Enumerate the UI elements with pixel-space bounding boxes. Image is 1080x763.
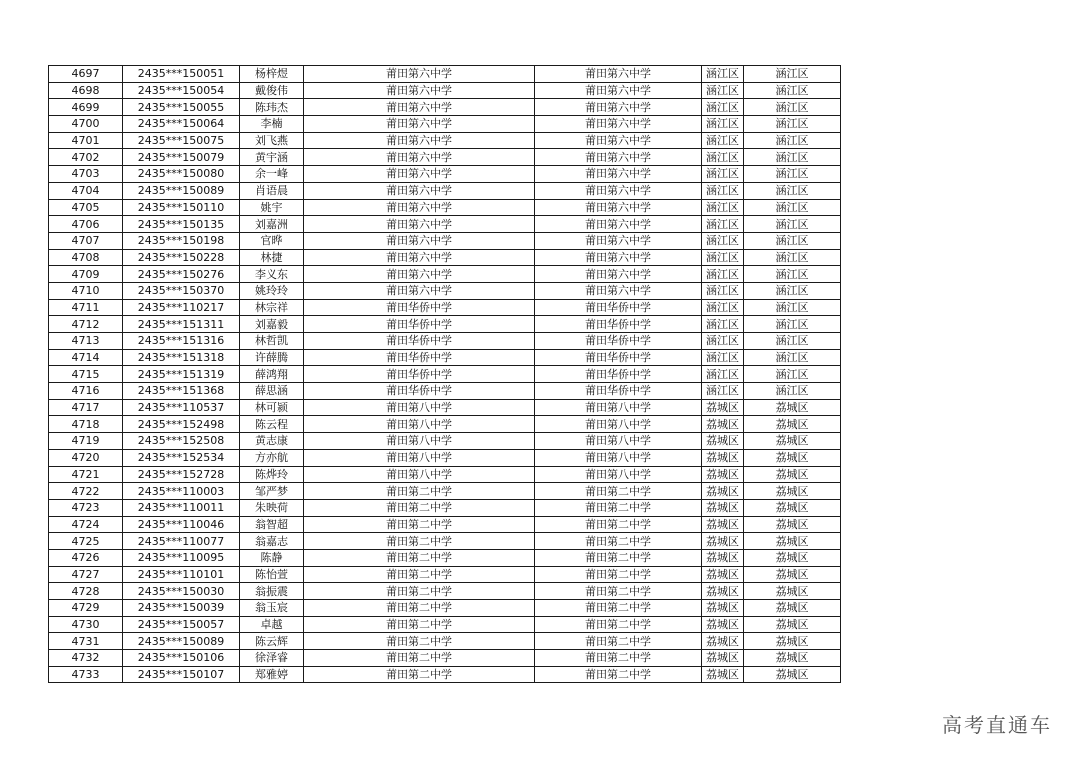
school-cell: 莆田第六中学 — [304, 232, 535, 249]
row-number-cell: 4716 — [49, 383, 123, 400]
school-cell: 莆田第八中学 — [304, 449, 535, 466]
row-number-cell: 4733 — [49, 666, 123, 683]
school-cell: 莆田第六中学 — [304, 216, 535, 233]
district-cell: 涵江区 — [702, 316, 744, 333]
table-row — [49, 549, 841, 566]
registered-district-cell: 荔城区 — [744, 583, 841, 600]
registered-school-cell: 莆田第二中学 — [535, 533, 702, 550]
registered-school-cell: 莆田第二中学 — [535, 633, 702, 650]
registered-district-cell: 荔城区 — [744, 549, 841, 566]
school-cell: 莆田第二中学 — [304, 566, 535, 583]
registered-district-cell: 涵江区 — [744, 216, 841, 233]
registered-district-cell: 荔城区 — [744, 666, 841, 683]
table-row — [49, 316, 841, 333]
exam-id-cell: 2435***150057 — [123, 616, 240, 633]
registered-school-cell: 莆田第六中学 — [535, 66, 702, 83]
registered-school-cell: 莆田第二中学 — [535, 650, 702, 667]
registered-district-cell: 荔城区 — [744, 433, 841, 450]
registered-school-cell: 莆田第六中学 — [535, 232, 702, 249]
registered-district-cell: 涵江区 — [744, 116, 841, 133]
school-cell: 莆田第二中学 — [304, 650, 535, 667]
student-name-cell: 朱映荷 — [240, 499, 304, 516]
student-name-cell: 姚宇 — [240, 199, 304, 216]
district-cell: 荔城区 — [702, 399, 744, 416]
row-number-cell: 4700 — [49, 116, 123, 133]
registered-district-cell: 荔城区 — [744, 416, 841, 433]
school-cell: 莆田第二中学 — [304, 600, 535, 617]
registered-school-cell: 莆田华侨中学 — [535, 366, 702, 383]
registered-district-cell: 涵江区 — [744, 282, 841, 299]
exam-id-cell: 2435***150089 — [123, 182, 240, 199]
district-cell: 荔城区 — [702, 533, 744, 550]
exam-id-cell: 2435***150055 — [123, 99, 240, 116]
registered-school-cell: 莆田第八中学 — [535, 416, 702, 433]
school-cell: 莆田第六中学 — [304, 182, 535, 199]
registered-district-cell: 涵江区 — [744, 316, 841, 333]
row-number-cell: 4699 — [49, 99, 123, 116]
district-cell: 荔城区 — [702, 483, 744, 500]
row-number-cell: 4698 — [49, 82, 123, 99]
district-cell: 荔城区 — [702, 566, 744, 583]
exam-id-cell: 2435***110217 — [123, 299, 240, 316]
row-number-cell: 4722 — [49, 483, 123, 500]
district-cell: 荔城区 — [702, 583, 744, 600]
table-row — [49, 650, 841, 667]
registered-school-cell: 莆田第二中学 — [535, 583, 702, 600]
watermark-logo: 高考直通车 — [942, 713, 1052, 737]
student-name-cell: 黄宇涵 — [240, 149, 304, 166]
row-number-cell: 4719 — [49, 433, 123, 450]
district-cell: 涵江区 — [702, 366, 744, 383]
registered-district-cell: 荔城区 — [744, 650, 841, 667]
school-cell: 莆田第八中学 — [304, 399, 535, 416]
student-name-cell: 翁智超 — [240, 516, 304, 533]
row-number-cell: 4721 — [49, 466, 123, 483]
school-cell: 莆田华侨中学 — [304, 333, 535, 350]
district-cell: 荔城区 — [702, 633, 744, 650]
school-cell: 莆田第六中学 — [304, 82, 535, 99]
row-number-cell: 4732 — [49, 650, 123, 667]
table-row — [49, 583, 841, 600]
registered-school-cell: 莆田第六中学 — [535, 132, 702, 149]
registered-district-cell: 涵江区 — [744, 232, 841, 249]
exam-id-cell: 2435***151318 — [123, 349, 240, 366]
district-cell: 涵江区 — [702, 166, 744, 183]
district-cell: 涵江区 — [702, 349, 744, 366]
school-cell: 莆田第六中学 — [304, 99, 535, 116]
table-row — [49, 466, 841, 483]
registered-school-cell: 莆田第二中学 — [535, 566, 702, 583]
row-number-cell: 4731 — [49, 633, 123, 650]
registered-district-cell: 荔城区 — [744, 449, 841, 466]
registered-school-cell: 莆田第二中学 — [535, 666, 702, 683]
table-row — [49, 116, 841, 133]
registered-district-cell: 涵江区 — [744, 166, 841, 183]
registered-school-cell: 莆田第八中学 — [535, 466, 702, 483]
school-cell: 莆田第六中学 — [304, 149, 535, 166]
registered-school-cell: 莆田第二中学 — [535, 516, 702, 533]
registered-school-cell: 莆田华侨中学 — [535, 383, 702, 400]
student-name-cell: 刘嘉洲 — [240, 216, 304, 233]
exam-id-cell: 2435***150135 — [123, 216, 240, 233]
student-name-cell: 薛思涵 — [240, 383, 304, 400]
row-number-cell: 4710 — [49, 282, 123, 299]
registered-district-cell: 涵江区 — [744, 199, 841, 216]
student-name-cell: 陈云辉 — [240, 633, 304, 650]
table-row — [49, 633, 841, 650]
registered-district-cell: 涵江区 — [744, 366, 841, 383]
student-name-cell: 林哲凯 — [240, 333, 304, 350]
registered-school-cell: 莆田第六中学 — [535, 199, 702, 216]
row-number-cell: 4715 — [49, 366, 123, 383]
row-number-cell: 4704 — [49, 182, 123, 199]
school-cell: 莆田第二中学 — [304, 633, 535, 650]
registered-school-cell: 莆田第二中学 — [535, 549, 702, 566]
student-name-cell: 陈静 — [240, 549, 304, 566]
exam-id-cell: 2435***110101 — [123, 566, 240, 583]
student-name-cell: 林可颍 — [240, 399, 304, 416]
table-row — [49, 566, 841, 583]
registered-school-cell: 莆田第六中学 — [535, 116, 702, 133]
registered-district-cell: 涵江区 — [744, 66, 841, 83]
registered-district-cell: 荔城区 — [744, 633, 841, 650]
school-cell: 莆田第二中学 — [304, 549, 535, 566]
registered-school-cell: 莆田第六中学 — [535, 216, 702, 233]
student-name-cell: 方亦航 — [240, 449, 304, 466]
exam-id-cell: 2435***150064 — [123, 116, 240, 133]
registered-school-cell: 莆田第六中学 — [535, 182, 702, 199]
district-cell: 荔城区 — [702, 416, 744, 433]
registered-district-cell: 涵江区 — [744, 299, 841, 316]
registered-district-cell: 涵江区 — [744, 132, 841, 149]
exam-id-cell: 2435***150107 — [123, 666, 240, 683]
exam-id-cell: 2435***110095 — [123, 549, 240, 566]
school-cell: 莆田华侨中学 — [304, 316, 535, 333]
roster-table — [48, 65, 841, 683]
exam-id-cell: 2435***151311 — [123, 316, 240, 333]
row-number-cell: 4728 — [49, 583, 123, 600]
district-cell: 涵江区 — [702, 266, 744, 283]
registered-school-cell: 莆田华侨中学 — [535, 333, 702, 350]
student-name-cell: 黄志康 — [240, 433, 304, 450]
registered-district-cell: 涵江区 — [744, 266, 841, 283]
table-row — [49, 600, 841, 617]
row-number-cell: 4713 — [49, 333, 123, 350]
school-cell: 莆田第二中学 — [304, 533, 535, 550]
student-name-cell: 戴俊伟 — [240, 82, 304, 99]
table-row — [49, 416, 841, 433]
exam-id-cell: 2435***150370 — [123, 282, 240, 299]
school-cell: 莆田第六中学 — [304, 132, 535, 149]
exam-id-cell: 2435***110011 — [123, 499, 240, 516]
school-cell: 莆田华侨中学 — [304, 299, 535, 316]
student-name-cell: 许薛腾 — [240, 349, 304, 366]
row-number-cell: 4708 — [49, 249, 123, 266]
row-number-cell: 4718 — [49, 416, 123, 433]
district-cell: 涵江区 — [702, 383, 744, 400]
student-name-cell: 林宗祥 — [240, 299, 304, 316]
school-cell: 莆田第六中学 — [304, 166, 535, 183]
district-cell: 涵江区 — [702, 82, 744, 99]
district-cell: 涵江区 — [702, 249, 744, 266]
row-number-cell: 4723 — [49, 499, 123, 516]
district-cell: 荔城区 — [702, 650, 744, 667]
registered-district-cell: 涵江区 — [744, 349, 841, 366]
school-cell: 莆田第六中学 — [304, 249, 535, 266]
row-number-cell: 4729 — [49, 600, 123, 617]
exam-id-cell: 2435***150106 — [123, 650, 240, 667]
table-row — [49, 249, 841, 266]
district-cell: 荔城区 — [702, 449, 744, 466]
school-cell: 莆田华侨中学 — [304, 349, 535, 366]
registered-school-cell: 莆田第二中学 — [535, 483, 702, 500]
row-number-cell: 4705 — [49, 199, 123, 216]
district-cell: 荔城区 — [702, 433, 744, 450]
table-row — [49, 199, 841, 216]
student-name-cell: 陈烨玲 — [240, 466, 304, 483]
school-cell: 莆田第六中学 — [304, 66, 535, 83]
exam-id-cell: 2435***110537 — [123, 399, 240, 416]
table-row — [49, 516, 841, 533]
student-name-cell: 卓越 — [240, 616, 304, 633]
registered-district-cell: 荔城区 — [744, 566, 841, 583]
registered-district-cell: 涵江区 — [744, 182, 841, 199]
registered-school-cell: 莆田第八中学 — [535, 399, 702, 416]
row-number-cell: 4726 — [49, 549, 123, 566]
row-number-cell: 4709 — [49, 266, 123, 283]
registered-school-cell: 莆田第六中学 — [535, 99, 702, 116]
registered-school-cell: 莆田第六中学 — [535, 282, 702, 299]
school-cell: 莆田第六中学 — [304, 282, 535, 299]
student-name-cell: 徐泽睿 — [240, 650, 304, 667]
row-number-cell: 4724 — [49, 516, 123, 533]
table-row — [49, 349, 841, 366]
registered-district-cell: 荔城区 — [744, 616, 841, 633]
student-name-cell: 林捷 — [240, 249, 304, 266]
district-cell: 涵江区 — [702, 66, 744, 83]
row-number-cell: 4727 — [49, 566, 123, 583]
table-row — [49, 149, 841, 166]
registered-school-cell: 莆田第二中学 — [535, 499, 702, 516]
district-cell: 涵江区 — [702, 282, 744, 299]
exam-id-cell: 2435***152728 — [123, 466, 240, 483]
student-name-cell: 郑雅婷 — [240, 666, 304, 683]
district-cell: 荔城区 — [702, 549, 744, 566]
student-name-cell: 李楠 — [240, 116, 304, 133]
district-cell: 荔城区 — [702, 666, 744, 683]
school-cell: 莆田第二中学 — [304, 616, 535, 633]
row-number-cell: 4702 — [49, 149, 123, 166]
row-number-cell: 4707 — [49, 232, 123, 249]
student-name-cell: 翁嘉志 — [240, 533, 304, 550]
exam-id-cell: 2435***152498 — [123, 416, 240, 433]
exam-id-cell: 2435***152534 — [123, 449, 240, 466]
table-row — [49, 182, 841, 199]
exam-id-cell: 2435***110077 — [123, 533, 240, 550]
row-number-cell: 4717 — [49, 399, 123, 416]
district-cell: 涵江区 — [702, 149, 744, 166]
registered-school-cell: 莆田第六中学 — [535, 166, 702, 183]
district-cell: 涵江区 — [702, 99, 744, 116]
school-cell: 莆田第六中学 — [304, 266, 535, 283]
district-cell: 荔城区 — [702, 616, 744, 633]
registered-school-cell: 莆田第六中学 — [535, 249, 702, 266]
school-cell: 莆田第二中学 — [304, 483, 535, 500]
student-name-cell: 官晔 — [240, 232, 304, 249]
registered-school-cell: 莆田第六中学 — [535, 266, 702, 283]
exam-id-cell: 2435***110003 — [123, 483, 240, 500]
student-name-cell: 肖语晨 — [240, 182, 304, 199]
registered-district-cell: 荔城区 — [744, 466, 841, 483]
student-name-cell: 翁振震 — [240, 583, 304, 600]
exam-id-cell: 2435***151368 — [123, 383, 240, 400]
exam-id-cell: 2435***150110 — [123, 199, 240, 216]
school-cell: 莆田第二中学 — [304, 583, 535, 600]
registered-school-cell: 莆田第二中学 — [535, 600, 702, 617]
school-cell: 莆田第八中学 — [304, 466, 535, 483]
registered-school-cell: 莆田第六中学 — [535, 149, 702, 166]
student-name-cell: 李义东 — [240, 266, 304, 283]
district-cell: 荔城区 — [702, 499, 744, 516]
student-name-cell: 陈怡萱 — [240, 566, 304, 583]
exam-id-cell: 2435***150054 — [123, 82, 240, 99]
row-number-cell: 4703 — [49, 166, 123, 183]
district-cell: 涵江区 — [702, 182, 744, 199]
school-cell: 莆田第六中学 — [304, 116, 535, 133]
roster-body — [49, 66, 841, 683]
district-cell: 涵江区 — [702, 116, 744, 133]
exam-id-cell: 2435***150075 — [123, 132, 240, 149]
row-number-cell: 4725 — [49, 533, 123, 550]
exam-id-cell: 2435***151316 — [123, 333, 240, 350]
exam-id-cell: 2435***150051 — [123, 66, 240, 83]
table-row — [49, 533, 841, 550]
student-name-cell: 刘飞燕 — [240, 132, 304, 149]
district-cell: 荔城区 — [702, 466, 744, 483]
district-cell: 涵江区 — [702, 232, 744, 249]
table-row — [49, 99, 841, 116]
table-row — [49, 449, 841, 466]
row-number-cell: 4712 — [49, 316, 123, 333]
table-row — [49, 216, 841, 233]
school-cell: 莆田第二中学 — [304, 516, 535, 533]
registered-school-cell: 莆田华侨中学 — [535, 299, 702, 316]
row-number-cell: 4720 — [49, 449, 123, 466]
school-cell: 莆田第八中学 — [304, 416, 535, 433]
registered-district-cell: 荔城区 — [744, 399, 841, 416]
exam-id-cell: 2435***150079 — [123, 149, 240, 166]
table-row — [49, 132, 841, 149]
student-name-cell: 陈玮杰 — [240, 99, 304, 116]
exam-id-cell: 2435***150080 — [123, 166, 240, 183]
table-row — [49, 66, 841, 83]
table-row — [49, 433, 841, 450]
registered-district-cell: 荔城区 — [744, 600, 841, 617]
registered-school-cell: 莆田第八中学 — [535, 433, 702, 450]
school-cell: 莆田华侨中学 — [304, 383, 535, 400]
registered-school-cell: 莆田第二中学 — [535, 616, 702, 633]
table-row — [49, 82, 841, 99]
row-number-cell: 4711 — [49, 299, 123, 316]
exam-id-cell: 2435***152508 — [123, 433, 240, 450]
row-number-cell: 4706 — [49, 216, 123, 233]
student-name-cell: 薛鸿翔 — [240, 366, 304, 383]
registered-school-cell: 莆田第八中学 — [535, 449, 702, 466]
table-row — [49, 282, 841, 299]
registered-district-cell: 涵江区 — [744, 149, 841, 166]
school-cell: 莆田第六中学 — [304, 199, 535, 216]
registered-district-cell: 涵江区 — [744, 82, 841, 99]
student-name-cell: 陈云程 — [240, 416, 304, 433]
registered-district-cell: 涵江区 — [744, 383, 841, 400]
district-cell: 涵江区 — [702, 299, 744, 316]
student-name-cell: 刘嘉毅 — [240, 316, 304, 333]
registered-district-cell: 荔城区 — [744, 533, 841, 550]
exam-id-cell: 2435***110046 — [123, 516, 240, 533]
row-number-cell: 4701 — [49, 132, 123, 149]
district-cell: 荔城区 — [702, 600, 744, 617]
row-number-cell: 4697 — [49, 66, 123, 83]
table-row — [49, 399, 841, 416]
exam-id-cell: 2435***151319 — [123, 366, 240, 383]
student-name-cell: 余一峰 — [240, 166, 304, 183]
exam-id-cell: 2435***150030 — [123, 583, 240, 600]
student-name-cell: 翁玉宸 — [240, 600, 304, 617]
exam-id-cell: 2435***150039 — [123, 600, 240, 617]
row-number-cell: 4714 — [49, 349, 123, 366]
registered-school-cell: 莆田华侨中学 — [535, 349, 702, 366]
school-cell: 莆田华侨中学 — [304, 366, 535, 383]
exam-id-cell: 2435***150089 — [123, 633, 240, 650]
registered-district-cell: 荔城区 — [744, 499, 841, 516]
student-name-cell: 杨梓煜 — [240, 66, 304, 83]
table-row — [49, 266, 841, 283]
row-number-cell: 4730 — [49, 616, 123, 633]
district-cell: 涵江区 — [702, 132, 744, 149]
registered-school-cell: 莆田华侨中学 — [535, 316, 702, 333]
school-cell: 莆田第八中学 — [304, 433, 535, 450]
school-cell: 莆田第二中学 — [304, 499, 535, 516]
district-cell: 涵江区 — [702, 216, 744, 233]
district-cell: 涵江区 — [702, 333, 744, 350]
school-cell: 莆田第二中学 — [304, 666, 535, 683]
table-row — [49, 666, 841, 683]
student-name-cell: 邹严梦 — [240, 483, 304, 500]
district-cell: 荔城区 — [702, 516, 744, 533]
table-row — [49, 616, 841, 633]
exam-id-cell: 2435***150276 — [123, 266, 240, 283]
student-name-cell: 姚玲玲 — [240, 282, 304, 299]
registered-district-cell: 涵江区 — [744, 333, 841, 350]
table-row — [49, 366, 841, 383]
district-cell: 涵江区 — [702, 199, 744, 216]
exam-id-cell: 2435***150228 — [123, 249, 240, 266]
registered-district-cell: 涵江区 — [744, 99, 841, 116]
registered-district-cell: 荔城区 — [744, 483, 841, 500]
registered-school-cell: 莆田第六中学 — [535, 82, 702, 99]
registered-district-cell: 涵江区 — [744, 249, 841, 266]
table-row — [49, 166, 841, 183]
exam-id-cell: 2435***150198 — [123, 232, 240, 249]
table-row — [49, 299, 841, 316]
table-row — [49, 483, 841, 500]
table-row — [49, 499, 841, 516]
table-row — [49, 333, 841, 350]
table-row — [49, 383, 841, 400]
table-row — [49, 232, 841, 249]
registered-district-cell: 荔城区 — [744, 516, 841, 533]
